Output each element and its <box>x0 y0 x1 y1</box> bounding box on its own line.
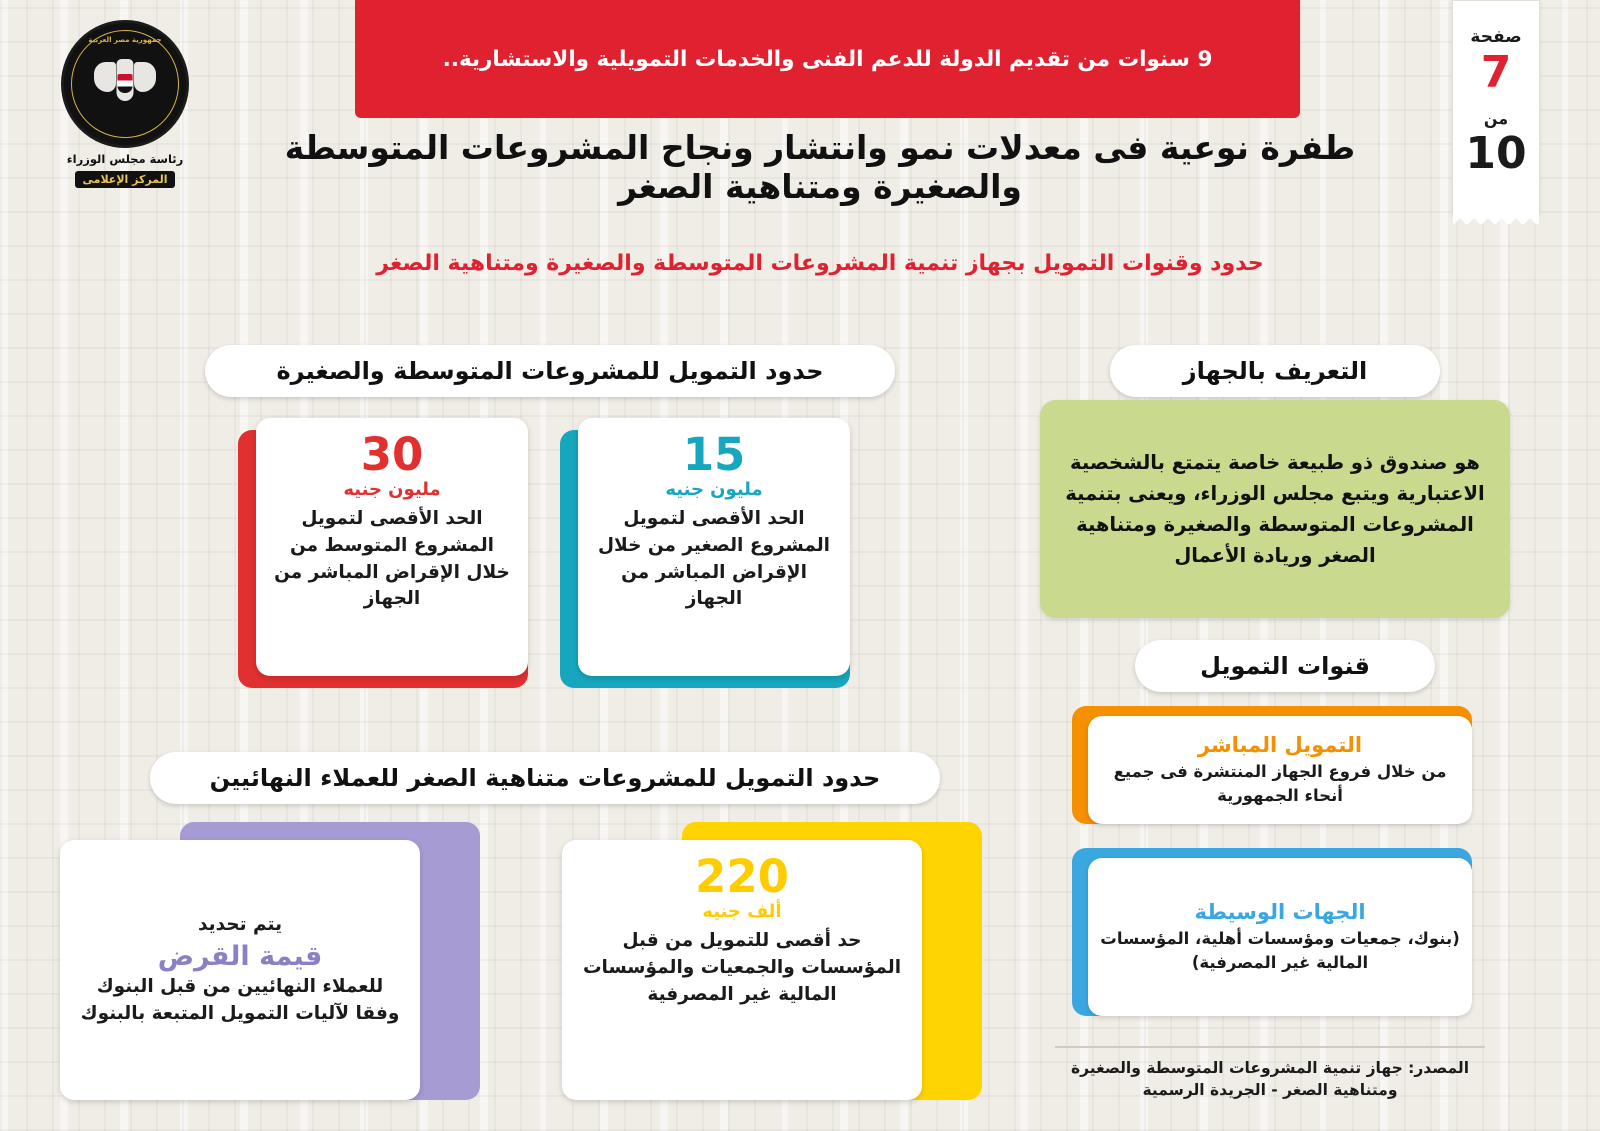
card-micro-unit: ألف جنيه <box>702 901 782 922</box>
eagle-icon <box>94 53 156 115</box>
card-medium-unit: مليون جنيه <box>343 479 441 500</box>
card-micro-value: 220 <box>695 850 789 903</box>
channel-direct-body: من خلال فروع الجهاز المنتشرة فى جميع أنحاء الجمهورية <box>1113 762 1447 805</box>
top-banner <box>355 0 1300 118</box>
source-divider <box>1055 1046 1485 1048</box>
page-title: طفرة نوعية فى معدلات نمو وانتشار ونجاح المشروعات المتوسطة والصغيرة ومتناهية الصغر <box>284 128 1356 206</box>
page-indicator-zigzag <box>1453 212 1539 224</box>
card-medium-value: 30 <box>360 428 424 481</box>
section-header-micro: حدود التمويل للمشروعات متناهية الصغر للعملاء النهائيين <box>150 752 940 804</box>
section-header-medium-small: حدود التمويل للمشروعات المتوسطة والصغيرة <box>205 345 895 397</box>
card-loan-line2: للعملاء النهائيين من قبل البنوك وفقا لآليات التمويل المتبعة بالبنوك <box>80 976 400 1024</box>
card-medium-desc: الحد الأقصى لتمويل المشروع المتوسط من خلال الإقراض المباشر من الجهاز <box>274 508 510 610</box>
section-header-channels: قنوات التمويل <box>1135 640 1435 692</box>
card-micro-desc: حد أقصى للتمويل من قبل المؤسسات والجمعيات والمؤسسات المالية غير المصرفية <box>582 930 902 1005</box>
page-indicator <box>1452 0 1540 214</box>
section-header-about: التعريف بالجهاز <box>1110 345 1440 397</box>
page-indicator-current: 7 <box>1480 47 1512 98</box>
card-loan-line1: يتم تحديد <box>197 914 283 936</box>
card-micro-amount <box>562 822 982 1100</box>
card-medium-limit <box>238 418 528 688</box>
card-small-unit: مليون جنيه <box>665 479 763 500</box>
emblem-label: رئاسة مجلس الوزراء <box>66 152 184 166</box>
page-indicator-of: من <box>1483 109 1509 128</box>
card-small-limit <box>560 418 850 688</box>
channel-intermediaries-body: (بنوك، جمعيات ومؤسسات أهلية، المؤسسات المالية غير المصرفية) <box>1100 929 1460 972</box>
about-text-box: هو صندوق ذو طبيعة خاصة يتمتع بالشخصية الاعتبارية ويتبع مجلس الوزراء، ويعنى بتنمية المشروعات المتوسطة والصغيرة ومتناهية الصغر وريادة الأعمال <box>1040 400 1510 618</box>
channel-intermediaries-title: الجهات الوسيطة <box>1194 900 1366 925</box>
page-subtitle: حدود وقنوات التمويل بجهاز تنمية المشروعات المتوسطة والصغيرة ومتناهية الصغر <box>376 251 1264 276</box>
card-small-value: 15 <box>682 428 746 481</box>
channel-direct-title: التمويل المباشر <box>1197 733 1363 758</box>
page-indicator-total: 10 <box>1465 128 1527 179</box>
emblem-top-text: جمهورية مصر العربية <box>88 36 162 44</box>
card-loan-highlight: قيمة القرض <box>157 941 323 973</box>
channel-intermediaries <box>1072 848 1472 1026</box>
channel-direct-finance <box>1072 706 1472 834</box>
government-emblem <box>40 20 210 205</box>
source-note: المصدر: جهاز تنمية المشروعات المتوسطة والصغيرة ومتناهية الصغر - الجريدة الرسمية <box>1070 1059 1470 1099</box>
card-micro-loan <box>60 822 480 1100</box>
emblem-circle-icon <box>61 20 189 148</box>
top-banner-text: 9 سنوات من تقديم الدولة للدعم الفنى والخدمات التمويلية والاستشارية.. <box>442 46 1213 72</box>
emblem-badge: المركز الإعلامى <box>75 171 176 188</box>
page-indicator-label: صفحة <box>1470 27 1522 47</box>
card-small-desc: الحد الأقصى لتمويل المشروع الصغير من خلال الإقراض المباشر من الجهاز <box>597 508 831 610</box>
